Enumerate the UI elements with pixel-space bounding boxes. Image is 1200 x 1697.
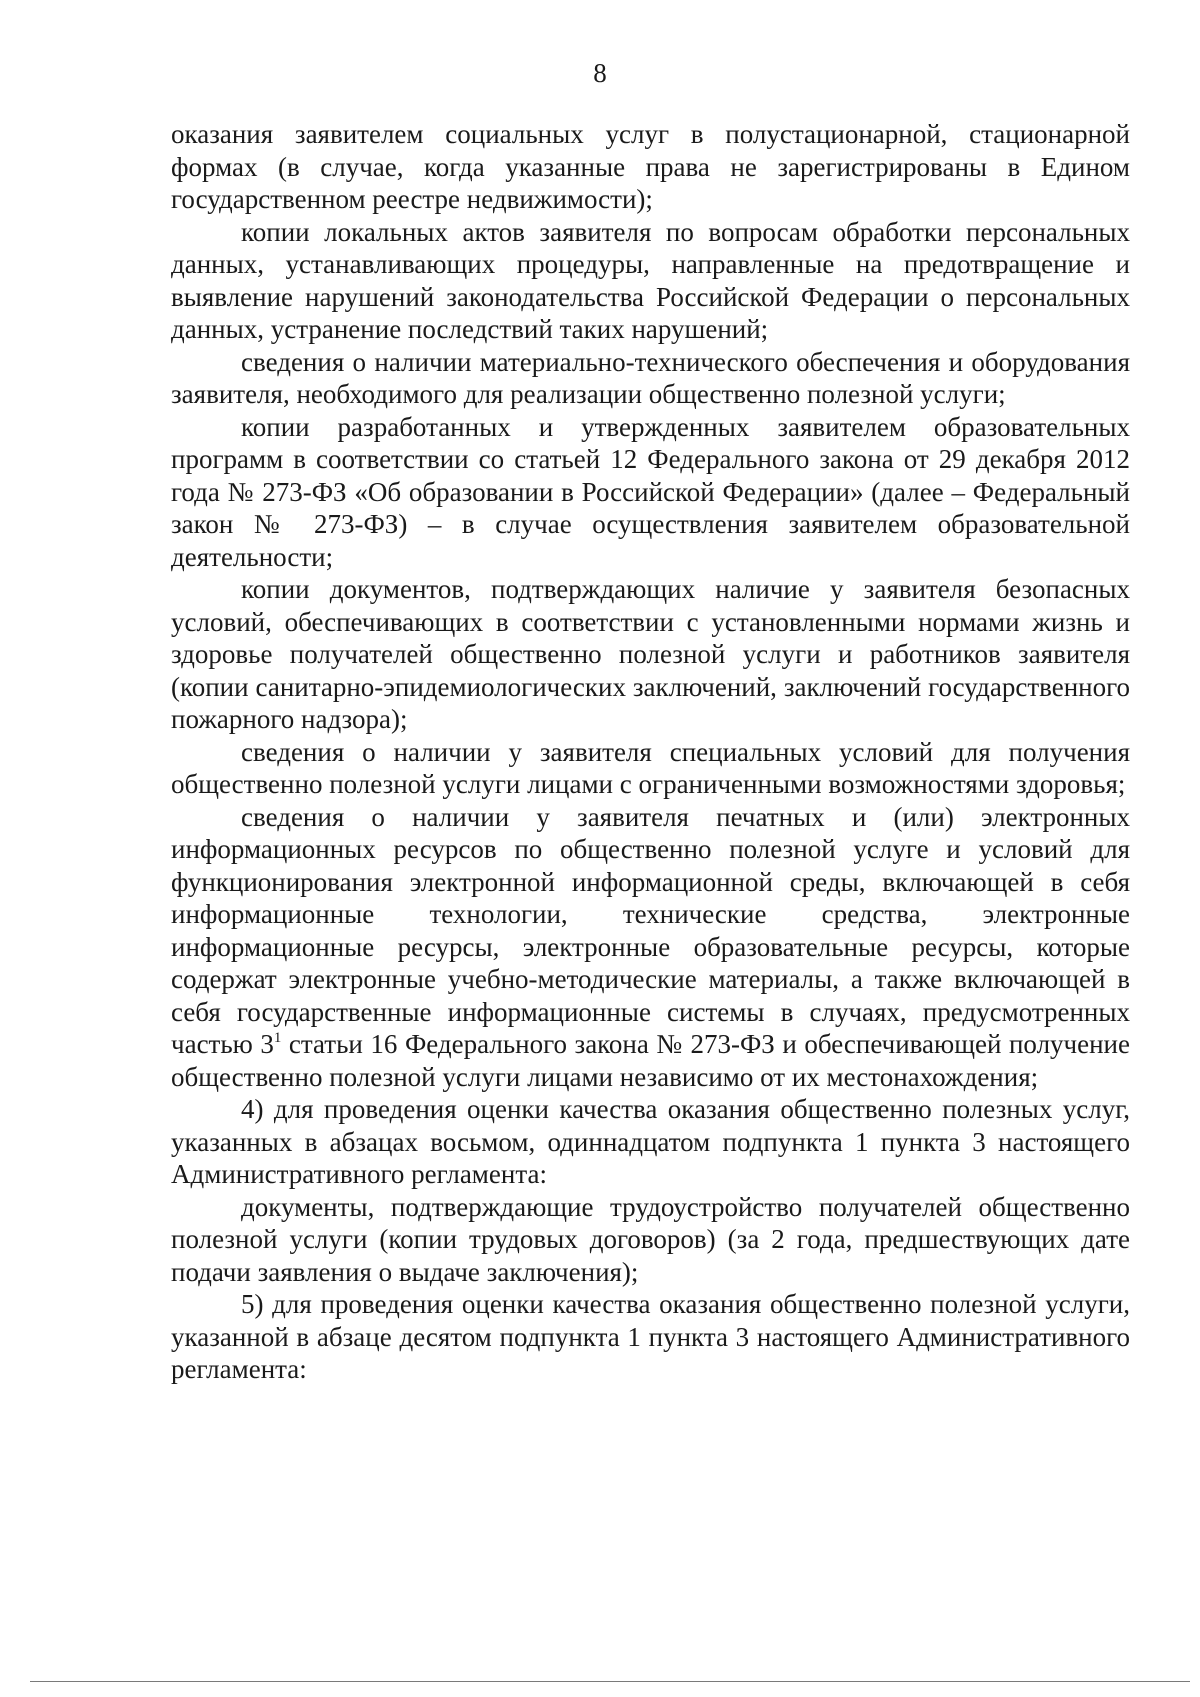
paragraph-safe-conditions: копии документов, подтверждающих наличие у заявителя безопасных условий, обеспечивающих в соответствии с установленными нормами жизнь и здоровье получателей общественно полезной услуги и работников заявителя (копии санитарно-эпидемиологических заключений, заключений государственного пожарного надзора); <box>171 574 1130 734</box>
paragraph-educational-programs: копии разработанных и утвержденных заявителем образовательных программ в соответствии со статьей 12 Федерального закона от 29 декабря 2012 года № 273-ФЗ «Об образовании в Российской Федерации» (далее – Федеральный закон № 273-ФЗ) – в случае осуществления заявителем образовательной деятельности; <box>171 411 1130 572</box>
paragraph-text-part: статьи 16 Федерального закона № 273-ФЗ и обеспечивающей получение общественно полезной услуги лицами независимо от их местонахождения; <box>171 1029 1130 1092</box>
scan-edge-line <box>30 1681 1190 1682</box>
paragraph-text-part: сведения о наличии у заявителя печатных и (или) электронных информационных ресурсов по общественно полезной услуге и условий для функционирования электронной информационной среды, включающей в себя информационные технологии, технические средства, электронные информационные ресурсы, электронные образовательные ресурсы, которые содержат электронные учебно-методические материалы, а также включающей в себя государственные информационные системы в случаях, предусмотренных частью 3 <box>171 801 1130 1059</box>
paragraph-material-support: сведения о наличии материально-технического обеспечения и оборудования заявителя, необходимого для реализации общественно полезной услуги; <box>171 346 1130 409</box>
paragraph-employment-documents: документы, подтверждающие трудоустройство получателей общественно полезной услуги (копии трудовых договоров) (за 2 года, предшествующих дате подачи заявления о выдаче заключения); <box>171 1191 1130 1287</box>
paragraph-item-4: 4) для проведения оценки качества оказания общественно полезных услуг, указанных в абзацах восьмом, одиннадцатом подпункта 1 пункта 3 настоящего Административного регламента: <box>171 1094 1130 1189</box>
paragraph-local-acts: копии локальных актов заявителя по вопросам обработки персональных данных, устанавливающих процедуры, направленные на предотвращение и выявление нарушений законодательства Российской Федерации о персональных данных, устранение последствий таких нарушений; <box>171 216 1130 344</box>
paragraph-item-5: 5) для проведения оценки качества оказания общественно полезной услуги, указанной в абзаце десятом подпункта 1 пункта 3 настоящего Административного регламента: <box>171 1289 1130 1384</box>
paragraph-information-resources <box>171 801 1130 1094</box>
page-number: 8 <box>593 58 607 88</box>
paragraph-special-conditions: сведения о наличии у заявителя специальных условий для получения общественно полезной услуги лицами с ограниченными возможностями здоровья; <box>171 736 1130 799</box>
superscript-mark: 1 <box>273 1030 282 1046</box>
paragraph-continuation: оказания заявителем социальных услуг в полустационарной, стационарной формах (в случае, когда указанные права не зарегистрированы в Едином государственном реестре недвижимости); <box>171 119 1130 214</box>
document-body <box>171 118 1130 1386</box>
